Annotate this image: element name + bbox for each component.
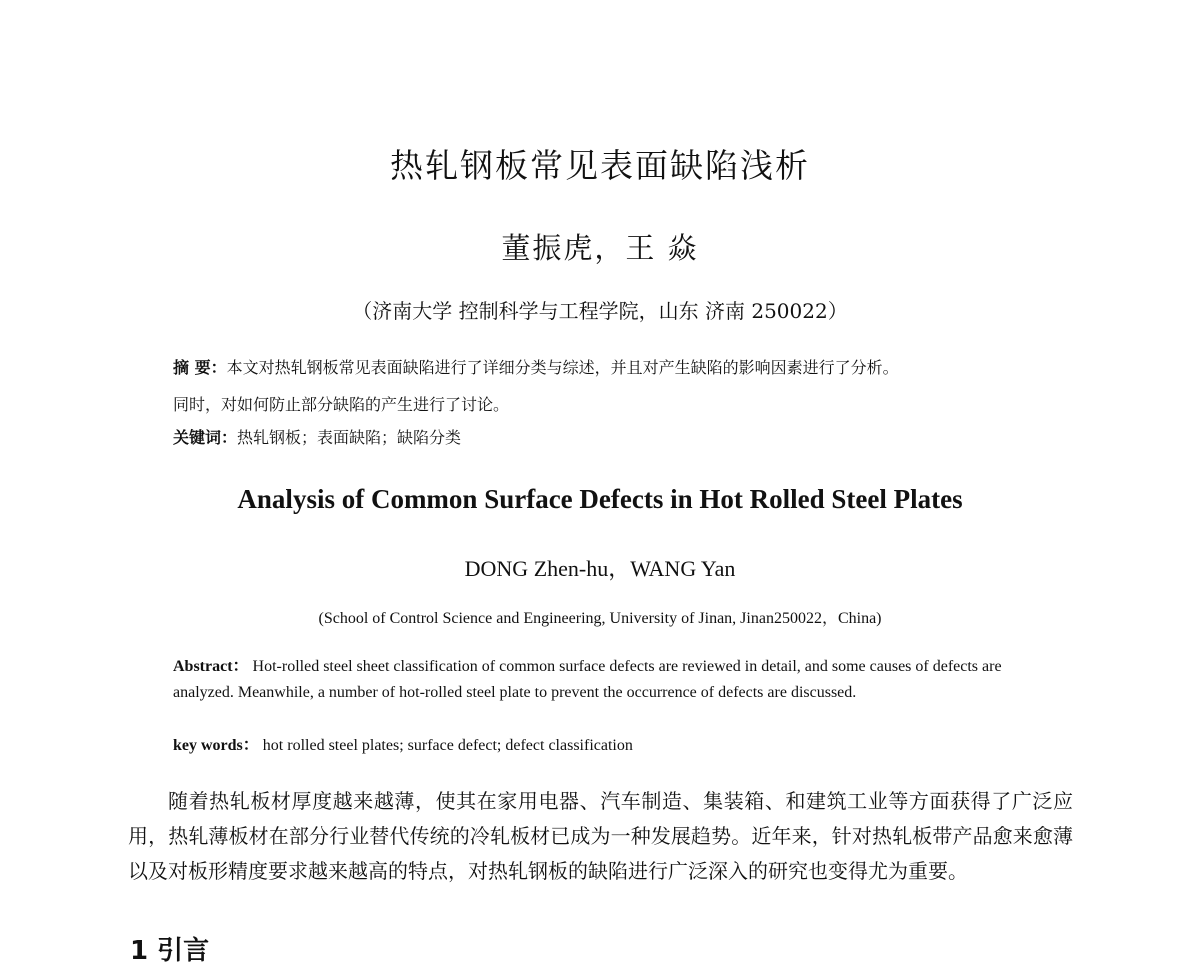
paper-title-english: Analysis of Common Surface Defects in Hot Rolled Steel Plates (237, 484, 963, 514)
authors-english: DONG Zhen-hu，WANG Yan (464, 556, 736, 581)
affiliation-chinese: （济南大学 控制科学与工程学院，山东 济南 250022） (352, 299, 848, 323)
abstract-chinese-text-line1: 本文对热轧钢板常见表面缺陷进行了详细分类与综述，并且对产生缺陷的影响因素进行了分析。 (226, 358, 899, 377)
keywords-chinese (173, 425, 1053, 448)
abstract-english-label: Abstract： (173, 658, 249, 675)
affiliation-english: (School of Control Science and Engineering, University of Jinan, Jinan250022，China) (318, 610, 882, 627)
abstract-english-text: Hot-rolled steel sheet classification of common surface defects are reviewed in detail, and some causes of defects are analyzed. Meanwhile, a number of hot-rolled steel plate to prevent the occurrence of defects are discussed. (173, 658, 1002, 701)
abstract-english (173, 654, 1043, 706)
keywords-english-text: hot rolled steel plates; surface defect; defect classification (262, 737, 633, 754)
abstract-chinese-label: 摘 要： (173, 358, 227, 377)
keywords-english (173, 732, 1043, 755)
abstract-chinese (173, 355, 1053, 378)
keywords-chinese-text: 热轧钢板；表面缺陷；缺陷分类 (237, 428, 462, 447)
authors-chinese: 董振虎，王 焱 (501, 231, 699, 265)
section-heading: 1 引言 (130, 936, 210, 966)
paper-title-chinese: 热轧钢板常见表面缺陷浅析 (390, 146, 810, 185)
introduction-paragraph: 随着热轧板材厚度越来越薄，使其在家用电器、汽车制造、集装箱、和建筑工业等方面获得了广泛应用，热轧薄板材在部分行业替代传统的冷轧板材已成为一种发展趋势。近年来，针对热轧板带产品愈来愈薄以及对板形精度要求越来越高的特点，对热轧钢板的缺陷进行广泛深入的研究也变得尤为重要。 (128, 789, 1073, 883)
keywords-english-label: key words： (173, 737, 259, 754)
keywords-chinese-label: 关键词： (173, 428, 238, 447)
abstract-chinese-line2: 同时，对如何防止部分缺陷的产生进行了讨论。 (173, 395, 510, 414)
